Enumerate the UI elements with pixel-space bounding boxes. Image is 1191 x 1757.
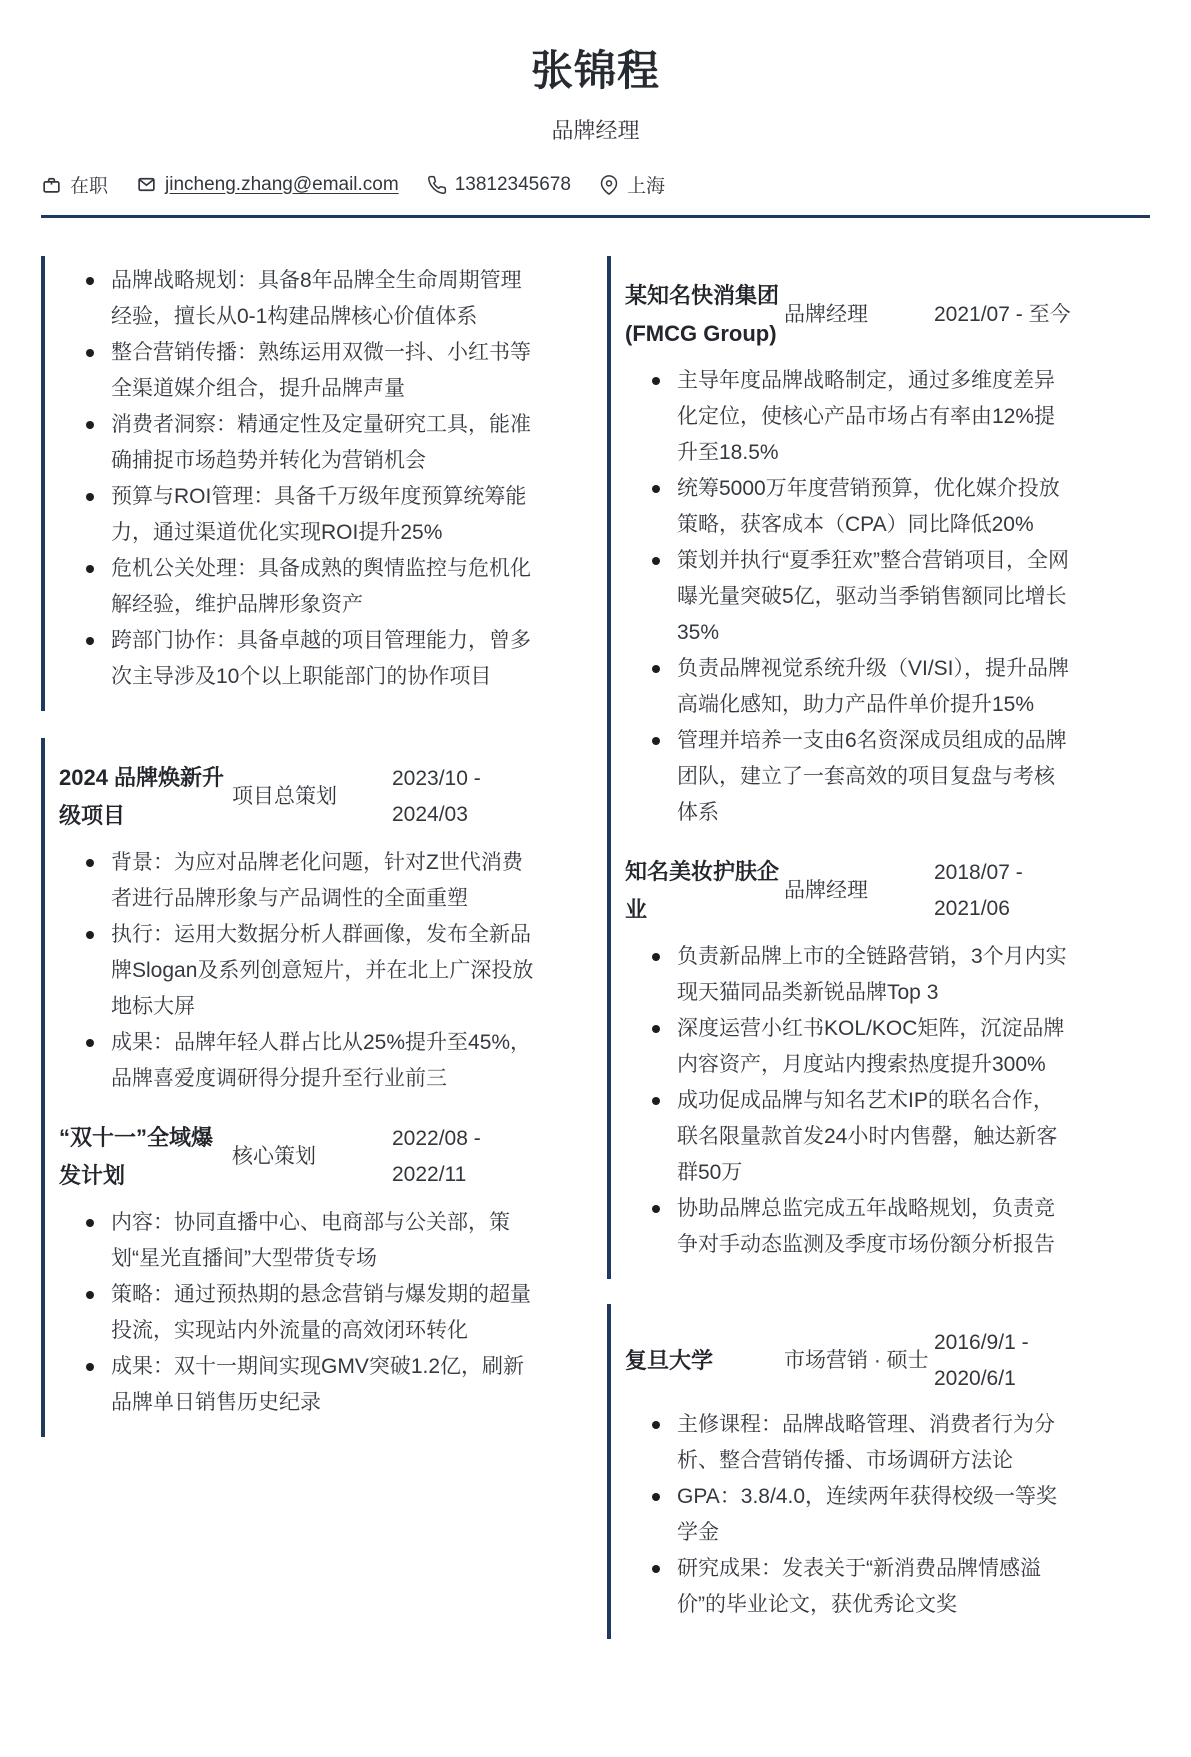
phone-number: 13812345678 [454, 173, 571, 195]
briefcase-icon [41, 174, 62, 195]
project-bullet: 执行：运用大数据分析人群画像，发布全新品牌Slogan及系列创意短片，并在北上广深投放地标大屏 [59, 917, 535, 1025]
contact-row [41, 171, 1150, 198]
left-column [41, 256, 535, 1437]
skill-item: 品牌战略规划：具备8年品牌全生命周期管理经验，擅长从0-1构建品牌核心价值体系 [59, 263, 535, 335]
right-column [607, 256, 1150, 1639]
contact-location [599, 171, 665, 198]
contact-status-label: 在职 [70, 176, 109, 197]
project-title: “双十一”全域爆发计划 [59, 1125, 214, 1188]
education-entry [625, 1325, 1072, 1623]
project-bullet-list [59, 1205, 535, 1421]
location-pin-icon [599, 175, 619, 195]
experience-bullet: 深度运营小红书KOL/KOC矩阵，沉淀品牌内容资产，月度站内搜索热度提升300% [625, 1011, 1072, 1083]
skill-item: 预算与ROI管理：具备千万级年度预算统筹能力，通过渠道优化实现ROI提升25% [59, 479, 535, 551]
experience-bullet: 统筹5000万年度营销预算，优化媒介投放策略，获客成本（CPA）同比降低20% [625, 471, 1072, 543]
education-bullet: 主修课程：品牌战略管理、消费者行为分析、整合营销传播、市场调研方法论 [625, 1407, 1072, 1479]
skill-item: 危机公关处理：具备成熟的舆情监控与危机化解经验，维护品牌形象资产 [59, 551, 535, 623]
degree-label: 市场营销 · 硕士 [784, 1349, 929, 1372]
skills-section [41, 256, 535, 711]
project-entry-header [59, 759, 535, 835]
job-role: 品牌经理 [784, 303, 868, 326]
project-bullet-list [59, 845, 535, 1097]
project-dates: 2023/10 - 2024/03 [392, 767, 481, 826]
phone-icon [427, 175, 447, 195]
contact-email [136, 174, 399, 196]
experience-bullet: 负责品牌视觉系统升级（VI/SI），提升品牌高端化感知，助力产品件单价提升15% [625, 651, 1072, 723]
person-job-title: 品牌经理 [551, 118, 640, 143]
project-role: 项目总策划 [232, 785, 337, 808]
education-bullet: 研究成果：发表关于“新消费品牌情感溢价”的毕业论文，获优秀论文奖 [625, 1551, 1072, 1623]
location-label: 上海 [626, 176, 665, 197]
school-name: 复旦大学 [625, 1348, 714, 1373]
experience-section [607, 256, 1150, 1279]
email-link[interactable]: jincheng.zhang@email.com [165, 173, 399, 195]
skill-item: 跨部门协作：具备卓越的项目管理能力，曾多次主导涉及10个以上职能部门的协作项目 [59, 623, 535, 695]
project-bullet: 策略：通过预热期的悬念营销与爆发期的超量投流，实现站内外流量的高效闭环转化 [59, 1277, 535, 1349]
project-bullet: 内容：协同直播中心、电商部与公关部，策划“星光直播间”大型带货专场 [59, 1205, 535, 1277]
experience-entry-header [625, 277, 1072, 353]
project-entry [59, 1119, 535, 1421]
experience-bullet: 成功促成品牌与知名艺术IP的联名合作，联名限量款首发24小时内售罄，触达新客群50万 [625, 1083, 1072, 1191]
experience-bullet-list [625, 939, 1072, 1263]
experience-bullet: 主导年度品牌战略制定，通过多维度差异化定位，使核心产品市场占有率由12%提升至18.5% [625, 363, 1072, 471]
experience-bullet: 策划并执行“夏季狂欢”整合营销项目，全网曝光量突破5亿，驱动当季销售额同比增长35% [625, 543, 1072, 651]
experience-entry [625, 853, 1072, 1263]
project-entry [59, 759, 535, 1097]
company-name: 知名美妆护肤企业 [625, 859, 780, 922]
project-bullet: 背景：为应对品牌老化问题，针对Z世代消费者进行品牌形象与产品调性的全面重塑 [59, 845, 535, 917]
contact-phone [427, 174, 571, 196]
job-dates: 2018/07 - 2021/06 [934, 861, 1023, 920]
project-bullet: 成果：品牌年轻人群占比从25%提升至45%，品牌喜爱度调研得分提升至行业前三 [59, 1025, 535, 1097]
person-name: 张锦程 [530, 47, 660, 94]
experience-entry [625, 277, 1072, 831]
skills-list [59, 263, 535, 695]
project-role: 核心策划 [232, 1145, 316, 1168]
education-bullet-list [625, 1407, 1072, 1623]
contact-status [41, 171, 108, 198]
skill-item: 消费者洞察：精通定性及定量研究工具，能准确捕捉市场趋势并转化为营销机会 [59, 407, 535, 479]
experience-bullet: 管理并培养一支由6名资深成员组成的品牌团队，建立了一套高效的项目复盘与考核体系 [625, 723, 1072, 831]
education-entry-header [625, 1325, 1072, 1397]
experience-entry-header [625, 853, 1072, 929]
projects-section [41, 738, 535, 1437]
job-role: 品牌经理 [784, 879, 868, 902]
project-bullet: 成果：双十一期间实现GMV突破1.2亿，刷新品牌单日销售历史纪录 [59, 1349, 535, 1421]
experience-bullet: 协助品牌总监完成五年战略规划，负责竞争对手动态监测及季度市场份额分析报告 [625, 1191, 1072, 1263]
education-bullet: GPA：3.8/4.0，连续两年获得校级一等奖学金 [625, 1479, 1072, 1551]
project-dates: 2022/08 - 2022/11 [392, 1127, 481, 1186]
resume-columns [41, 256, 1150, 1639]
education-dates: 2016/9/1 - 2020/6/1 [934, 1331, 1029, 1390]
mail-icon [136, 174, 157, 195]
project-title: 2024 品牌焕新升级项目 [59, 765, 225, 828]
skill-item: 整合营销传播：熟练运用双微一抖、小红书等全渠道媒介组合，提升品牌声量 [59, 335, 535, 407]
company-name: 某知名快消集团 (FMCG Group) [625, 283, 780, 346]
experience-bullet: 负责新品牌上市的全链路营销，3个月内实现天猫同品类新锐品牌Top 3 [625, 939, 1072, 1011]
education-section [607, 1304, 1150, 1639]
experience-bullet-list [625, 363, 1072, 831]
job-dates: 2021/07 - 至今 [934, 303, 1071, 326]
project-entry-header [59, 1119, 535, 1195]
header-divider [41, 215, 1150, 218]
